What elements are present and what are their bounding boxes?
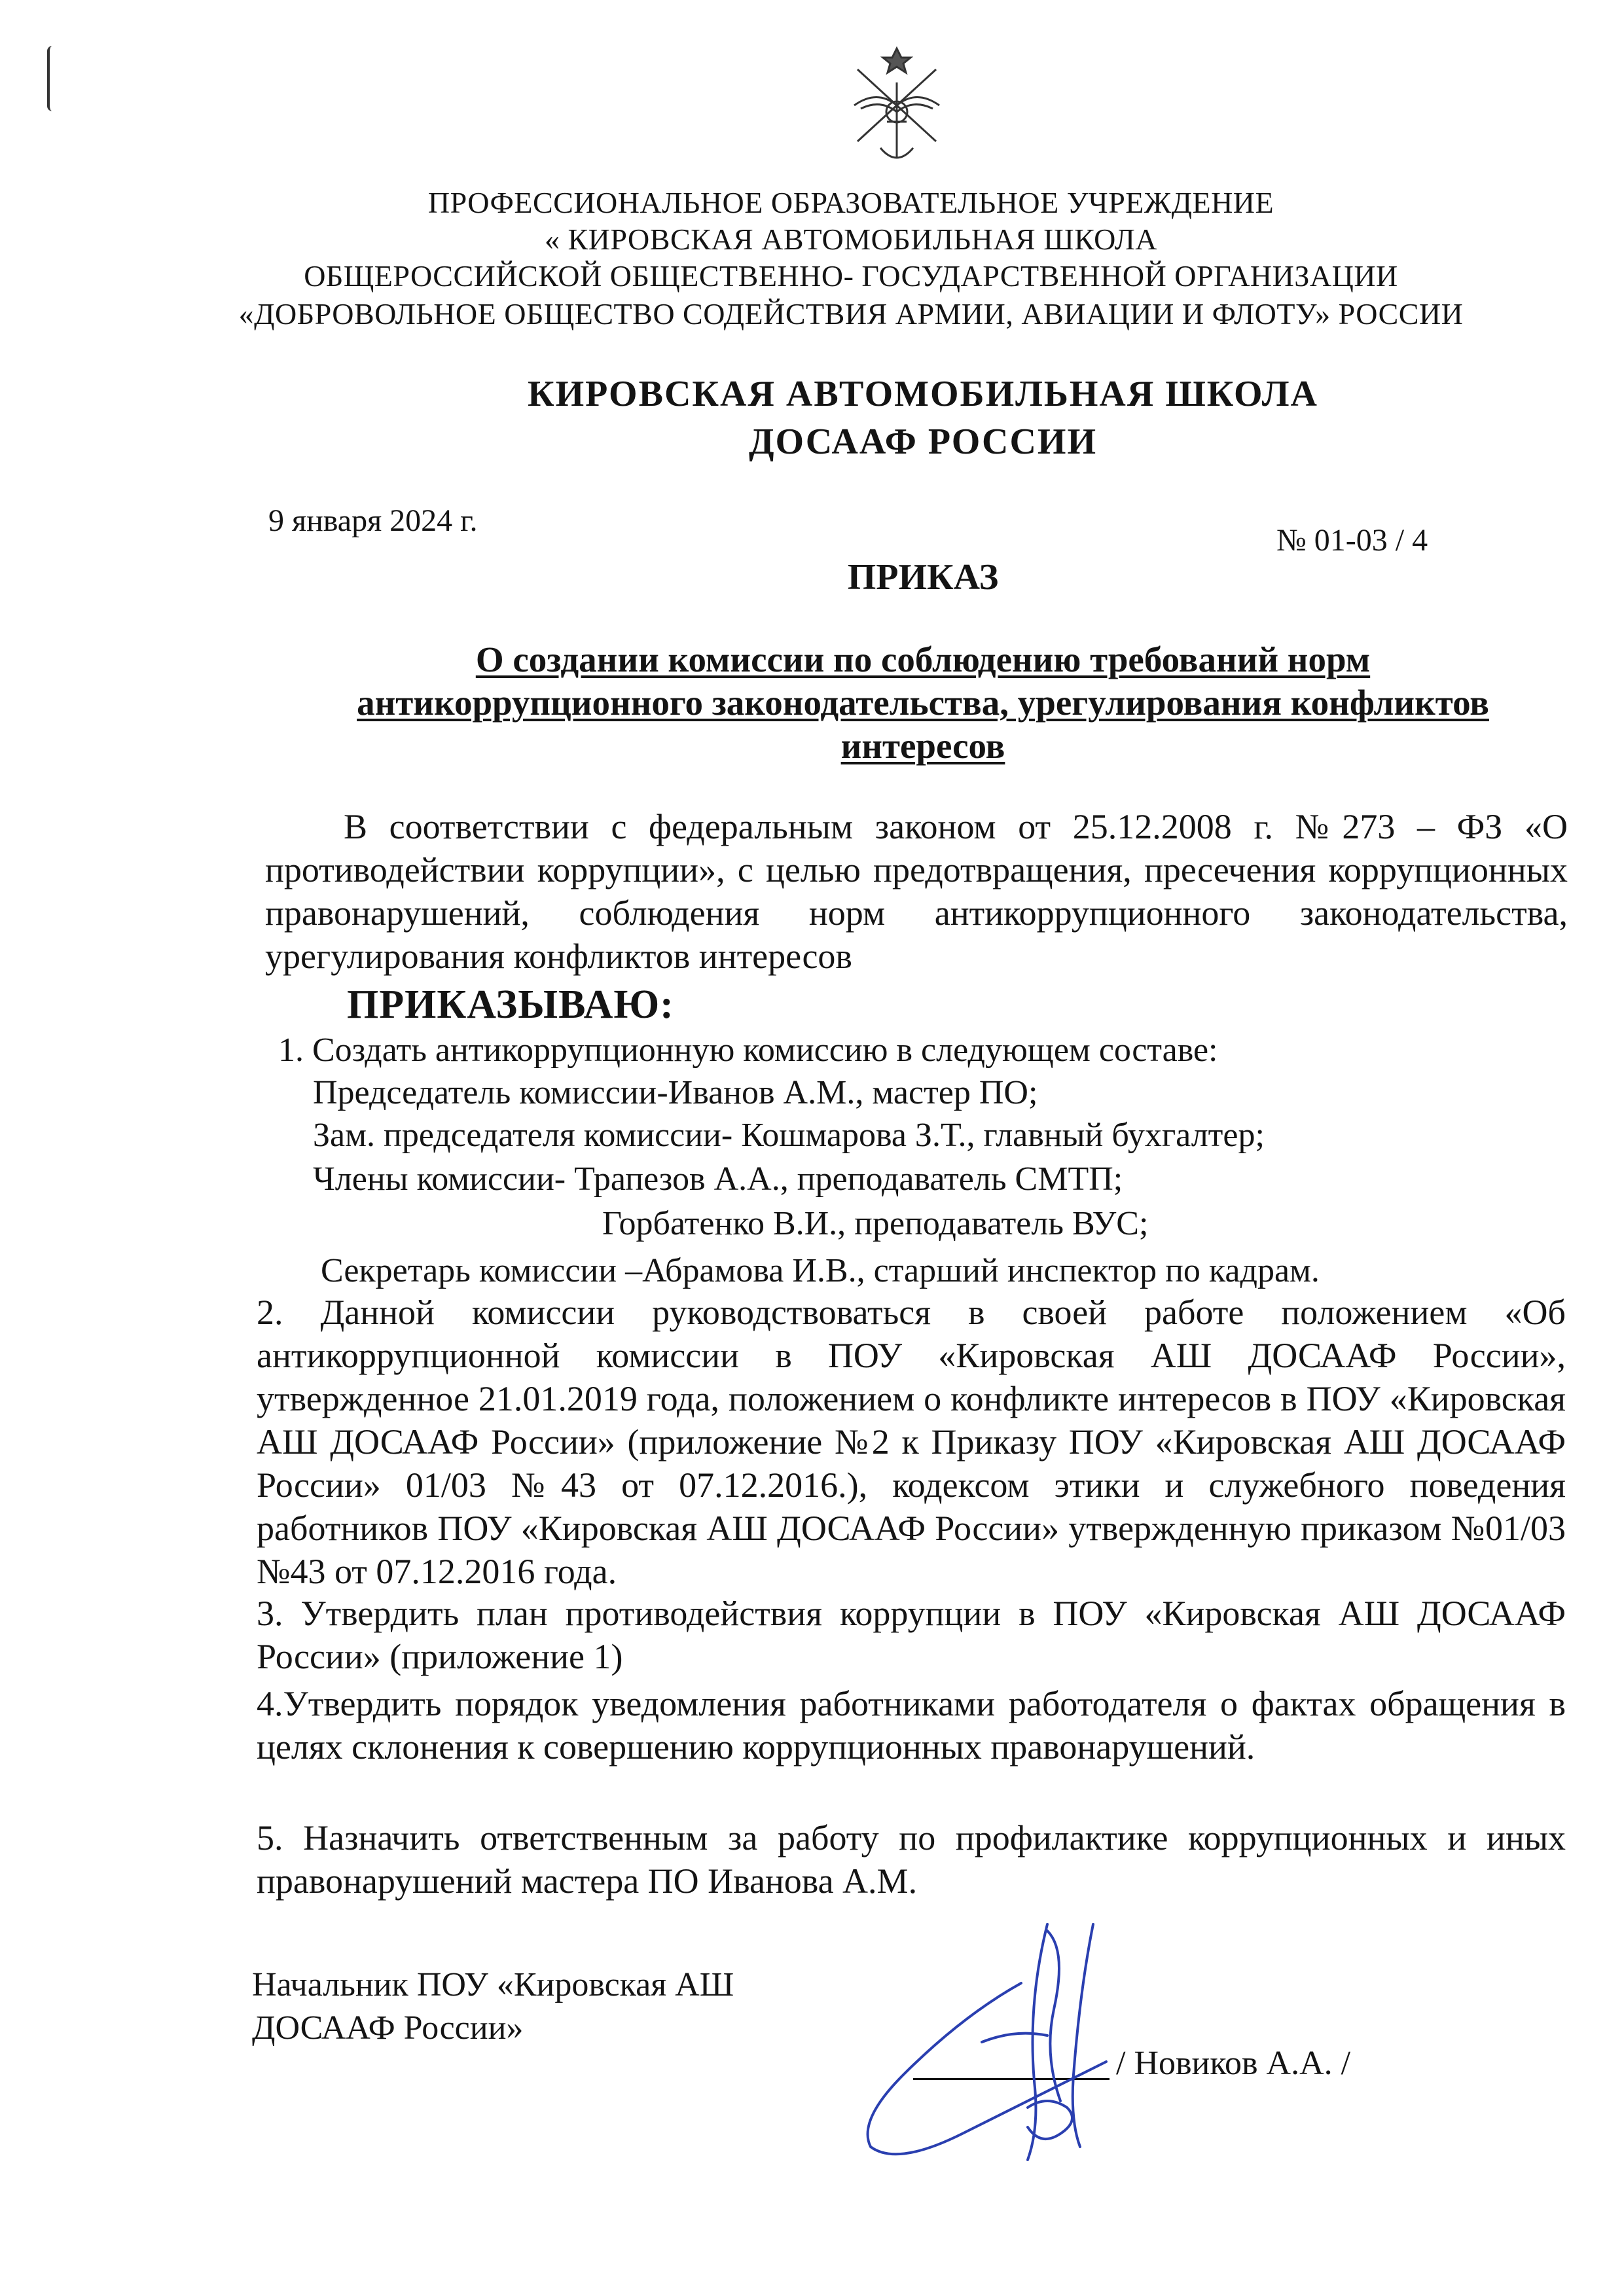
document-title: ПРИКАЗ: [847, 557, 999, 598]
order-subject-line-1: О создании комиссии по соблюдению требований норм: [475, 639, 1371, 679]
dosaaf-emblem-icon: [841, 43, 952, 174]
school-name-line-1: КИРОВСКАЯ АВТОМОБИЛЬНАЯ ШКОЛА: [528, 374, 1318, 414]
order-number: № 01-03 / 4: [1276, 523, 1428, 558]
order-word: ПРИКАЗЫВАЮ:: [347, 982, 674, 1027]
signatory-position: [252, 1964, 841, 2050]
header-line-2: « КИРОВСКАЯ АВТОМОБИЛЬНАЯ ШКОЛА: [545, 223, 1157, 256]
signatory-position-line-2: ДОСААФ России»: [252, 2009, 524, 2047]
item-5: 5. Назначить ответственным за работу по профилактике коррупционных и иных правонарушений мастера ПО Иванова А.М.: [257, 1818, 1566, 1901]
preamble: В соответствии с федеральным законом от 25.12.2008 г. №273 – ФЗ «О противодействии коррупции», с целью предотвращения, пресечения коррупционных правонарушений, соблюдения норм антикоррупционного законодательства, урегулирования конфликтов интересов: [265, 807, 1568, 976]
scan-edge-mark: [47, 46, 59, 111]
item-4: 4.Утвердить порядок уведомления работниками работодателя о фактах обращения в целях склонения к совершению коррупционных правонарушений.: [257, 1684, 1566, 1767]
signatory-name: / Новиков А.А. /: [1116, 2045, 1351, 2082]
signatory-position-line-1: Начальник ПОУ «Кировская АШ: [252, 1966, 734, 2003]
order-date: 9 января 2024 г.: [268, 503, 478, 538]
header-line-3: ОБЩЕРОССИЙСКОЙ ОБЩЕСТВЕННО- ГОСУДАРСТВЕННОЙ ОРГАНИЗАЦИИ: [304, 259, 1398, 293]
item-1-deputy: Зам. председателя комиссии- Кошмарова З.Т., главный бухгалтер;: [313, 1117, 1265, 1154]
handwritten-signature: [831, 1911, 1172, 2199]
item-1-members-2: Горбатенко В.И., преподаватель ВУС;: [602, 1205, 1149, 1242]
header-line-4: «ДОБРОВОЛЬНОЕ ОБЩЕСТВО СОДЕЙСТВИЯ АРМИИ, АВИАЦИИ И ФЛОТУ» РОССИИ: [238, 297, 1464, 331]
order-subject: [308, 638, 1538, 768]
item-2: 2. Данной комиссии руководствоваться в своей работе положением «Об антикоррупционной комиссии в ПОУ «Кировская АШ ДОСААФ России», утвержденное 21.01.2019 года, положением о конфликте интересов в ПОУ «Кировская АШ ДОСААФ России» (приложение №2 к Приказу ПОУ «Кировская АШ ДОСААФ России» 01/03 №43 от 07.12.2016.), кодексом этики и служебного поведения работников ПОУ «Кировская АШ ДОСААФ России» утвержденную приказом №01/03 №43 от 07.12.2016 года.: [257, 1293, 1566, 1591]
item-1-secretary: Секретарь комиссии –Абрамова И.В., старший инспектор по кадрам.: [321, 1252, 1320, 1289]
item-1-heading: 1. Создать антикоррупционную комиссию в следующем составе:: [278, 1031, 1218, 1069]
item-3: 3. Утвердить план противодействия коррупции в ПОУ «Кировская АШ ДОСААФ России» (приложение 1): [257, 1594, 1566, 1676]
header-line-1: ПРОФЕССИОНАЛЬНОЕ ОБРАЗОВАТЕЛЬНОЕ УЧРЕЖДЕНИЕ: [427, 186, 1274, 219]
item-1-members-1: Члены комиссии- Трапезов А.А., преподаватель СМТП;: [313, 1160, 1123, 1198]
order-subject-line-3: интересов: [840, 726, 1005, 766]
school-name-line-2: ДОСААФ РОССИИ: [749, 422, 1097, 462]
item-1-chair: Председатель комиссии-Иванов А.М., мастер ПО;: [313, 1074, 1038, 1111]
order-subject-line-2: антикоррупционного законодательства, урегулирования конфликтов: [357, 683, 1489, 723]
